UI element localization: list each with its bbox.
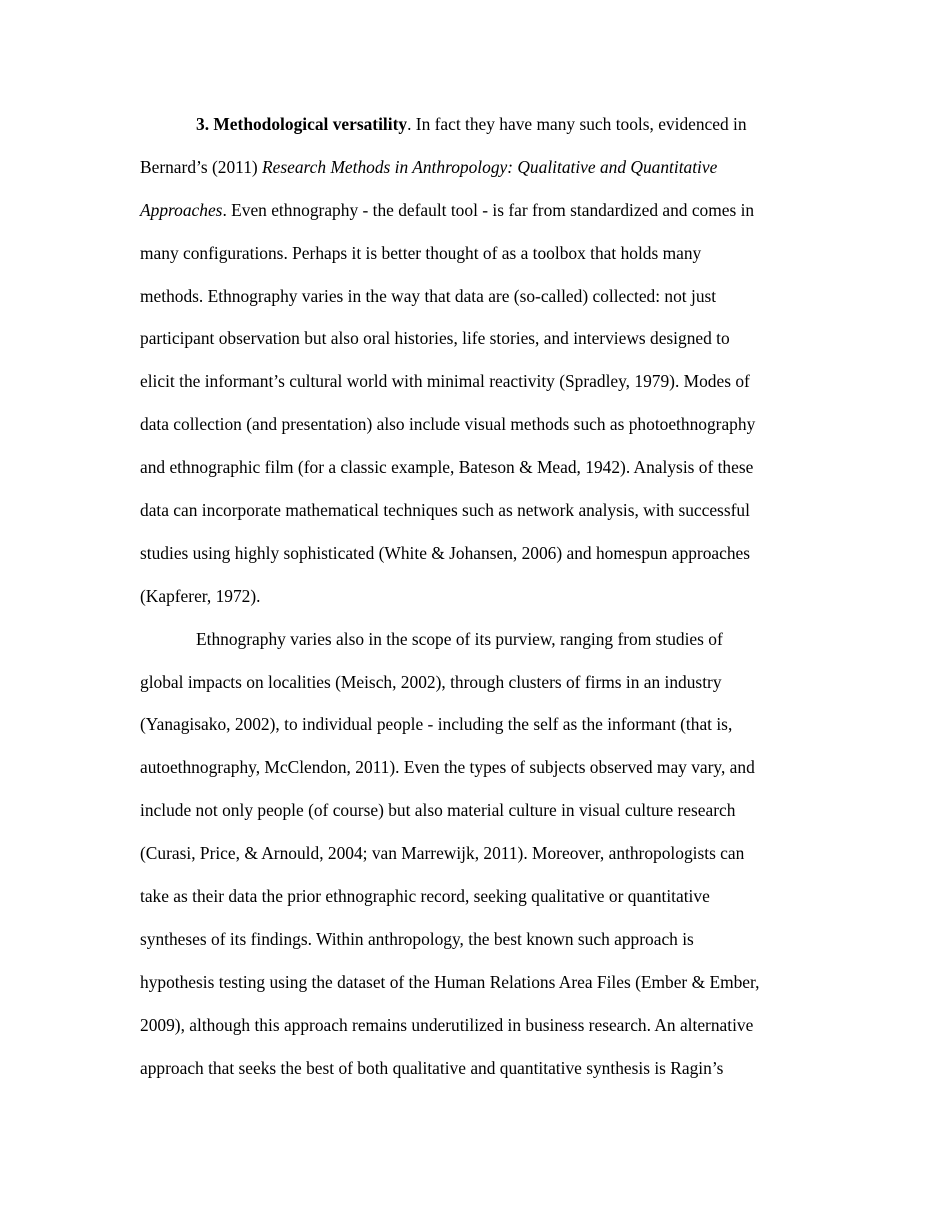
paragraph-1-text: . In fact they have many such tools, evidenced in [407, 114, 747, 134]
paragraph-2-line-1: Ethnography varies also in the scope of its purview, ranging from studies of [196, 628, 723, 649]
paragraph-2-line-8: syntheses of its findings. Within anthropology, the best known such approach is [140, 928, 694, 949]
paragraph-1-line-6: participant observation but also oral histories, life stories, and interviews designed to [140, 328, 730, 349]
paragraph-2-line-2: global impacts on localities (Meisch, 2002), through clusters of firms in an industry [140, 671, 722, 692]
paragraph-2-line-6: (Curasi, Price, & Arnould, 2004; van Marrewijk, 2011). Moreover, anthropologists can [140, 843, 745, 864]
paragraph-1-line-9: and ethnographic film (for a classic example, Bateson & Mead, 1942). Analysis of these [140, 457, 754, 478]
paragraph-1-line-7: elicit the informant’s cultural world with minimal reactivity (Spradley, 1979). Modes of [140, 371, 750, 392]
paragraph-1-line-2 [140, 146, 830, 189]
paragraph-1-line-10: data can incorporate mathematical techniques such as network analysis, with successful [140, 500, 750, 521]
paragraph-1-text: . Even ethnography - the default tool - is far from standardized and comes in [222, 199, 755, 220]
paragraph-2-line-4: autoethnography, McClendon, 2011). Even the types of subjects observed may vary, and [140, 757, 755, 778]
paragraph-2-line-3: (Yanagisako, 2002), to individual people - including the self as the informant (that is, [140, 714, 733, 735]
paragraph-1-line-12: (Kapferer, 1972). [140, 585, 261, 606]
book-title: Research Methods in Anthropology: Qualitative and Quantitative [262, 156, 718, 177]
paragraph-1-line-4: many configurations. Perhaps it is better thought of as a toolbox that holds many [140, 242, 702, 263]
paragraph-2-line-10: 2009), although this approach remains underutilized in business research. An alternative [140, 1014, 754, 1035]
book-title-continued: Approaches [140, 199, 223, 220]
paragraph-1-line-1 [140, 103, 830, 146]
paragraph-1-line-3 [140, 189, 830, 232]
document-body [140, 103, 830, 1089]
paragraph-2-line-5: include not only people (of course) but also material culture in visual culture research [140, 800, 736, 821]
paragraph-1-line-11: studies using highly sophisticated (White & Johansen, 2006) and homespun approaches [140, 542, 751, 563]
paragraph-1-line-8: data collection (and presentation) also include visual methods such as photoethnography [140, 414, 756, 435]
section-heading: 3. Methodological versatility [196, 114, 408, 134]
paragraph-2-line-9: hypothesis testing using the dataset of the Human Relations Area Files (Ember & Ember, [140, 971, 760, 992]
citation-text: Bernard’s (2011) [140, 156, 263, 177]
paragraph-2-line-7: take as their data the prior ethnographic record, seeking qualitative or quantitative [140, 886, 710, 907]
paragraph-1-line-5: methods. Ethnography varies in the way that data are (so-called) collected: not just [140, 285, 717, 306]
paragraph-2-line-11: approach that seeks the best of both qualitative and quantitative synthesis is Ragin’s [140, 1057, 724, 1078]
